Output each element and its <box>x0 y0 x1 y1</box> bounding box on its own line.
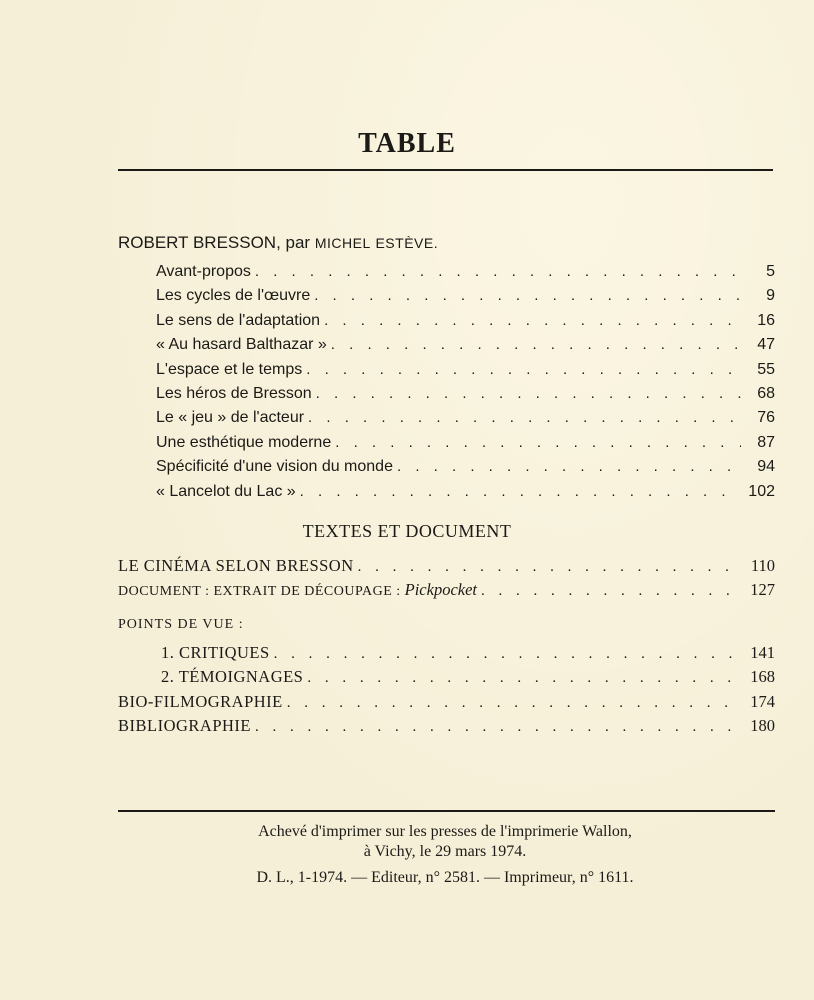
colophon <box>0 822 814 888</box>
toc-entry <box>118 641 775 665</box>
toc-entry <box>118 431 775 455</box>
leader-dots <box>308 406 741 430</box>
leader-dots <box>274 642 741 666</box>
toc-entry <box>118 333 775 357</box>
leader-dots <box>331 333 741 357</box>
toc-entry-label: « Lancelot du Lac » <box>156 482 296 500</box>
toc-entry-label: Avant-propos <box>156 263 251 280</box>
toc-part-essay <box>118 260 775 504</box>
leader-dots <box>255 260 741 284</box>
author-last-name: ESTÈVE. <box>375 235 439 251</box>
toc-entry-page: 102 <box>748 482 775 500</box>
leader-dots <box>314 284 741 308</box>
toc-entry-page: 16 <box>757 311 775 329</box>
leader-dots <box>316 382 741 406</box>
leader-dots <box>300 480 741 504</box>
toc-part-annex <box>118 641 775 739</box>
toc-entry-label: LE CINÉMA SELON BRESSON <box>118 556 354 575</box>
toc-entry-page: 180 <box>750 716 775 736</box>
toc-entry <box>118 260 775 284</box>
toc-part-texts <box>118 554 775 603</box>
toc-entry <box>118 690 775 714</box>
author-line-prefix: ROBERT BRESSON, par <box>118 233 315 252</box>
toc-entry-label: DOCUMENT : EXTRAIT DE DÉCOUPAGE : <box>118 584 405 600</box>
colophon-line: D. L., 1-1974. — Editeur, n° 2581. — Imprimeur, n° 1611. <box>256 869 634 886</box>
toc-entry <box>118 714 775 738</box>
points-de-vue-heading: POINTS DE VUE : <box>118 617 244 632</box>
title-rule <box>118 169 773 171</box>
toc-entry-label: BIBLIOGRAPHIE <box>118 716 251 736</box>
film-title: Pickpocket <box>404 580 478 600</box>
author-first-name: MICHEL <box>314 235 371 251</box>
section-heading: TEXTES ET DOCUMENT <box>302 521 512 541</box>
leader-dots <box>397 455 741 479</box>
toc-entry-label: « Au hasard Balthazar » <box>156 336 327 354</box>
toc-entry-page: 76 <box>757 409 775 427</box>
toc-entry-page: 94 <box>757 458 775 476</box>
toc-entry-page: 87 <box>757 433 775 451</box>
toc-entry-label: Une esthétique moderne <box>156 433 332 451</box>
toc-entry <box>118 665 775 689</box>
toc-entry-label: 1. CRITIQUES <box>161 643 270 662</box>
toc-entry <box>118 382 775 406</box>
colophon-line: à Vichy, le 29 mars 1974. <box>363 843 527 860</box>
toc-entry-label: BIO-FILMOGRAPHIE <box>118 691 283 711</box>
leader-dots <box>335 431 741 455</box>
toc-entry <box>118 578 775 602</box>
colophon-line: Achevé d'imprimer sur les presses de l'imprimerie Wallon, <box>258 823 632 840</box>
leader-dots <box>307 666 741 690</box>
toc-entry-page: 141 <box>750 643 775 662</box>
toc-entry-page: 55 <box>757 360 775 378</box>
toc-entry-label: L'espace et le temps <box>156 360 303 378</box>
leader-dots <box>324 309 741 333</box>
toc-entry-page: 127 <box>750 580 775 600</box>
toc-entry-label: Spécificité d'une vision du monde <box>156 458 393 476</box>
toc-entry <box>118 406 775 430</box>
toc-entry-label: Le sens de l'adaptation <box>156 311 321 329</box>
toc-entry <box>118 309 775 333</box>
toc-entry-label: Les cycles de l'œuvre <box>156 287 311 305</box>
toc-entry-page: 5 <box>766 263 775 280</box>
toc-entry-page: 9 <box>766 287 775 305</box>
toc-entry-page: 110 <box>750 556 775 575</box>
toc-entry-page: 68 <box>757 384 775 402</box>
toc-entry-page: 174 <box>750 691 775 711</box>
toc-entry-page: 47 <box>757 336 775 354</box>
leader-dots <box>287 691 741 715</box>
toc-entry-label-group <box>118 578 481 604</box>
toc-entry <box>118 554 775 578</box>
toc-entry-page: 168 <box>750 667 775 687</box>
leader-dots <box>358 555 741 579</box>
author-line <box>118 233 438 253</box>
toc-entry-label: Le « jeu » de l'acteur <box>156 409 305 427</box>
toc-entry <box>118 455 775 479</box>
leader-dots <box>255 715 741 739</box>
toc-entry <box>118 480 775 504</box>
toc-entry-label: 2. TÉMOIGNAGES <box>161 667 304 687</box>
toc-entry <box>118 284 775 308</box>
leader-dots <box>306 358 741 382</box>
toc-entry-label: Les héros de Bresson <box>156 384 312 402</box>
page-title: TABLE <box>358 128 456 159</box>
leader-dots <box>481 579 741 603</box>
colophon-rule <box>118 810 775 812</box>
toc-entry <box>118 358 775 382</box>
